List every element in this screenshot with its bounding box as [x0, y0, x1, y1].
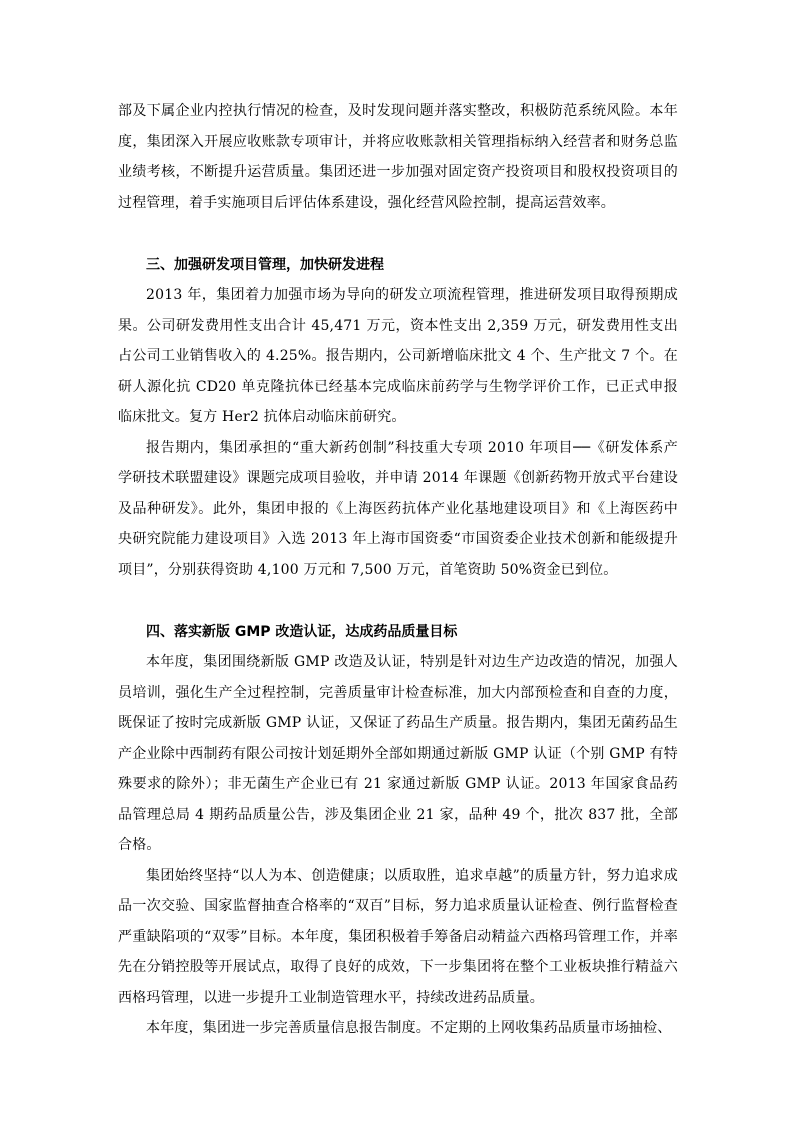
gmp-paragraph-1: 本年度，集团围绕新版 GMP 改造及认证，特别是针对边生产边改造的情况，加强人员培训，强化生产全过程控制，完善质量审计检查标准，加大内部预检查和自查的力度，既保证了按时完成新版 GMP 认证，又保证了药品生产质量。报告期内，集团无菌药品生产企业除中西制药有限公司按计划延期外全部如期通过新版 GMP 认证（个别 GMP 有特殊要求的除外）；非无菌生产企业已有 21 家通过新版 GMP 认证。2013 年国家食品药品管理总局 4 期药品质量公告，涉及集团企业 21 家，品种 49 个，批次 837 批，全部合格。: [118, 654, 678, 853]
gmp-paragraph-2: 集团始终坚持“以人为本、创造健康；以质取胜，追求卓越”的质量方针，努力追求成品一次交验、国家监督抽查合格率的“双百”目标，努力追求质量认证检查、例行监督检查严重缺陷项的“双零”目标。本年度，集团积极着手筹备启动精益六西格玛管理工作，并率先在分销控股等开展试点，取得了良好的成效，下一步集团将在整个工业板块推行精益六西格玛管理，以进一步提升工业制造管理水平，持续改进药品质量。: [118, 867, 678, 1006]
rd-paragraph-1: 2013 年，集团着力加强市场为导向的研发立项流程管理，推进研发项目取得预期成果。公司研发费用性支出合计 45,471 万元，资本性支出 2,359 万元，研发费用性支出占公司工业销售收入的 4.25%。报告期内，公司新增临床批文 4 个、生产批文 7 个。在研人源化抗 CD20 单克隆抗体已经基本完成临床前药学与生物学评价工作，已正式申报临床批文。复方 Her2 抗体启动临床前研究。: [118, 287, 678, 425]
section-heading-gmp: 四、落实新版 GMP 改造认证，达成药品质量目标: [146, 624, 458, 640]
gmp-paragraph-3: 本年度，集团进一步完善质量信息报告制度。不定期的上网收集药品质量市场抽检、: [146, 1020, 672, 1036]
section-heading-rd: 三、加强研发项目管理，加快研发进程: [146, 257, 384, 273]
rd-paragraph-2: 报告期内，集团承担的“重大新药创制”科技重大专项 2010 年项目──《研发体系产学研技术联盟建设》课题完成项目验收，并申请 2014 年课题《创新药物开放式平台建设及品种研发》。此外，集团申报的《上海医药抗体产业化基地建设项目》和《上海医药中央研究院能力建设项目》入选 2013 年上海市国资委“市国资委企业技术创新和能级提升项目”，分别获得资助 4,100 万元和 7,500 万元，首笔资助 50%资金已到位。: [118, 439, 678, 578]
document-body: [118, 96, 678, 1044]
continued-paragraph: 部及下属企业内控执行情况的检查，及时发现问题并落实整改，积极防范系统风险。本年度，集团深入开展应收账款专项审计，并将应收账款相关管理指标纳入经营者和财务总监业绩考核，不断提升运营质量。集团还进一步加强对固定资产投资项目和股权投资项目的过程管理，着手实施项目后评估体系建设，强化经营风险控制，提高运营效率。: [118, 103, 678, 211]
